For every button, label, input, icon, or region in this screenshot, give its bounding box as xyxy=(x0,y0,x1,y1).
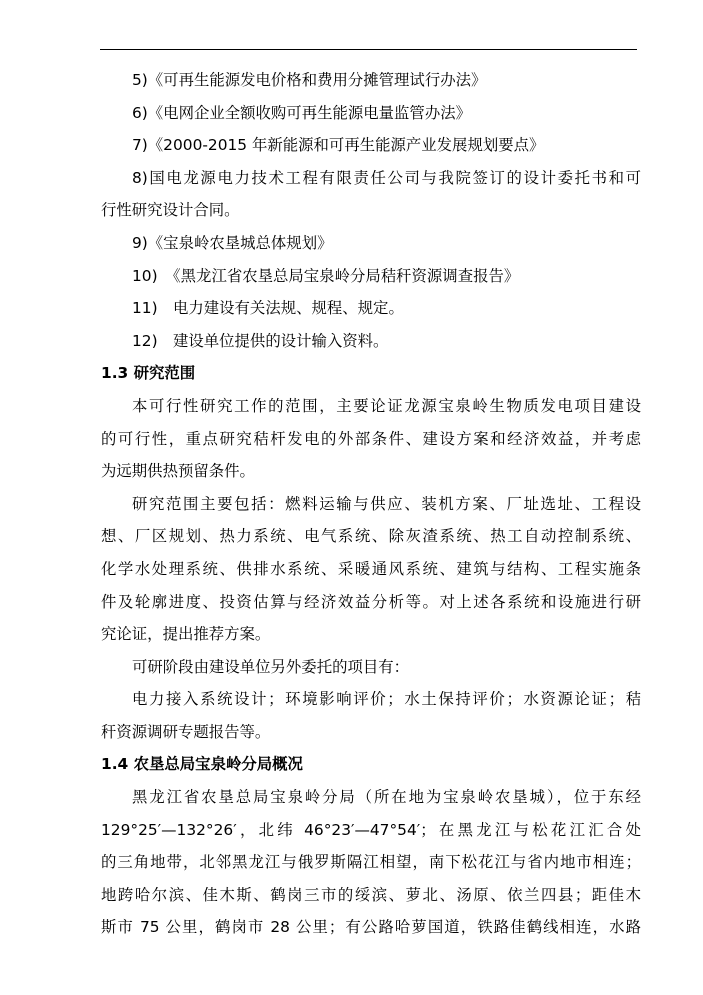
reference-item: 7)《2000-2015 年新能源和可再生能源产业发展规划要点》 xyxy=(132,136,545,155)
reference-item: 12) 建设单位提供的设计输入资料。 xyxy=(132,331,389,350)
paragraph-line: 秆资源调研专题报告等。 xyxy=(101,722,271,741)
reference-item: 9)《宝泉岭农垦城总体规划》 xyxy=(132,233,333,252)
paragraph-line: 斯市 75 公里，鹤岗市 28 公里；有公路哈萝国道，铁路佳鹤线相连，水路 xyxy=(101,918,641,937)
paragraph-line: 究论证，提出推荐方案。 xyxy=(101,625,271,644)
paragraph-line: 为远期供热预留条件。 xyxy=(101,462,255,481)
paragraph-line: 想、厂区规划、热力系统、电气系统、除灰渣系统、热工自动控制系统、 xyxy=(101,527,641,546)
paragraph-line: 地跨哈尔滨、佳木斯、鹤岗三市的绥滨、萝北、汤原、依兰四县；距佳木 xyxy=(101,885,641,904)
document-body xyxy=(101,64,641,944)
paragraph-line: 件及轮廓进度、投资估算与经济效益分析等。对上述各系统和设施进行研 xyxy=(101,592,641,611)
header-rule xyxy=(100,49,637,50)
reference-item: 5)《可再生能源发电价格和费用分摊管理试行办法》 xyxy=(132,71,487,89)
reference-item: 8)国电龙源电力技术工程有限责任公司与我院签订的设计委托书和可 xyxy=(132,168,641,187)
paragraph-line: 129°25′—132°26′，北纬 46°23′—47°54′；在黑龙江与松花江汇合处 xyxy=(101,820,641,839)
reference-item: 6)《电网企业全额收购可再生能源电量监管办法》 xyxy=(132,103,471,122)
reference-item-continued: 行性研究设计合同。 xyxy=(101,201,240,220)
paragraph-line: 的可行性，重点研究秸杆发电的外部条件、建设方案和经济效益，并考虑 xyxy=(101,429,641,448)
paragraph-line: 研究范围主要包括：燃料运输与供应、装机方案、厂址选址、工程设 xyxy=(132,494,641,513)
paragraph-line: 化学水处理系统、供排水系统、采暖通风系统、建筑与结构、工程实施条 xyxy=(101,559,641,578)
reference-item: 10) 《黑龙江省农垦总局宝泉岭分局秸秆资源调查报告》 xyxy=(132,266,520,285)
paragraph-line: 电力接入系统设计；环境影响评价；水土保持评价；水资源论证；秸 xyxy=(132,690,641,709)
section-heading-bureau-overview: 1.4 农垦总局宝泉岭分局概况 xyxy=(101,755,303,774)
section-heading-research-scope: 1.3 研究范围 xyxy=(101,364,196,383)
paragraph-line: 黑龙江省农垦总局宝泉岭分局（所在地为宝泉岭农垦城），位于东经 xyxy=(132,788,641,807)
reference-item: 11) 电力建设有关法规、规程、规定。 xyxy=(132,299,404,318)
paragraph-line: 的三角地带，北邻黑龙江与俄罗斯隔江相望，南下松花江与省内地市相连； xyxy=(101,853,641,872)
paragraph-line: 可研阶段由建设单位另外委托的项目有： xyxy=(132,657,410,676)
paragraph-line: 本可行性研究工作的范围，主要论证龙源宝泉岭生物质发电项目建设 xyxy=(132,396,641,415)
